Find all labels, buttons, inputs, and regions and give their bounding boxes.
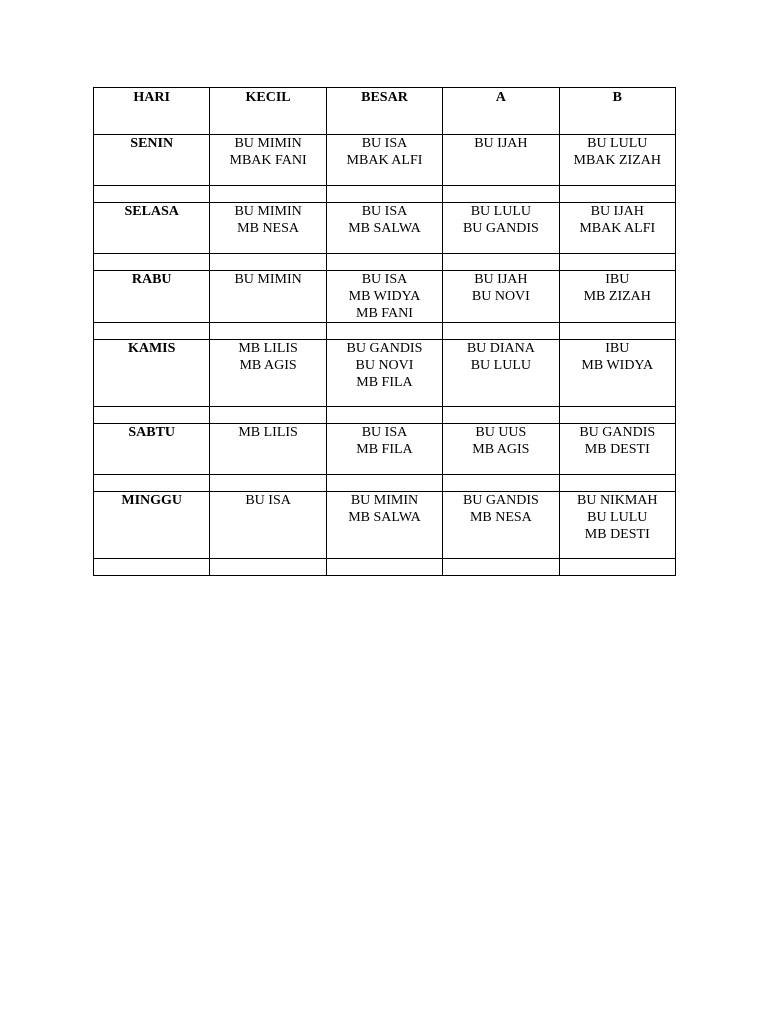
besar-cell [326,203,442,254]
empty-cell [210,559,326,576]
staff-name: MBAK ALFI [346,153,423,168]
empty-cell [210,475,326,492]
kecil-cell [210,424,326,475]
staff-name: BU NIKMAH [577,493,658,508]
empty-cell [559,323,675,340]
empty-cell [326,407,442,424]
staff-name: MB DESTI [584,442,650,457]
empty-cell [210,323,326,340]
spacer-row [94,407,676,424]
empty-cell [94,559,210,576]
b-cell [559,135,675,186]
staff-name: BU IJAH [474,136,528,151]
staff-name: BU IJAH [474,272,528,287]
spacer-row [94,559,676,576]
empty-cell [559,475,675,492]
staff-name: MBAK FANI [229,153,307,168]
staff-name: BU GANDIS [346,341,423,356]
staff-name: BU UUS [475,425,527,440]
staff-name: BU LULU [587,510,648,525]
kecil-cell [210,203,326,254]
staff-name: BU ISA [361,204,408,219]
staff-name: MB FILA [356,442,413,457]
day-cell: SENIN [94,135,210,186]
staff-name: MB AGIS [472,442,530,457]
staff-name: MBAK ALFI [579,221,656,236]
staff-name: BU ISA [361,136,408,151]
table-row [94,424,676,475]
spacer-row [94,323,676,340]
empty-cell [94,407,210,424]
a-cell [443,492,559,559]
staff-name: BU NOVI [355,358,414,373]
table-row [94,271,676,323]
empty-cell [443,323,559,340]
header-a: A [443,88,559,135]
besar-cell [326,135,442,186]
besar-cell [326,492,442,559]
empty-cell [326,559,442,576]
day-cell: SELASA [94,203,210,254]
staff-name: MB SALWA [348,510,421,525]
kecil-cell [210,135,326,186]
empty-cell [94,475,210,492]
staff-name: MB DESTI [584,527,650,542]
besar-cell [326,271,442,323]
staff-name: MB NESA [237,221,300,236]
empty-cell [443,559,559,576]
staff-name: MB WIDYA [581,358,654,373]
a-cell [443,340,559,407]
a-cell [443,271,559,323]
empty-cell [443,407,559,424]
staff-name: MB ZIZAH [583,289,651,304]
staff-name: BU NOVI [471,289,530,304]
schedule-table [93,87,676,576]
staff-name: BU DIANA [466,341,535,356]
header-row [94,88,676,135]
header-hari: HARI [94,88,210,135]
staff-name: BU ISA [361,272,408,287]
day-cell: KAMIS [94,340,210,407]
staff-name: BU MIMIN [234,136,302,151]
staff-name: MB LILIS [238,425,298,440]
staff-name: MB WIDYA [348,289,421,304]
empty-cell [326,475,442,492]
spacer-row [94,186,676,203]
staff-name: BU ISA [245,493,291,508]
staff-name: BU GANDIS [579,425,656,440]
empty-cell [94,323,210,340]
empty-cell [94,186,210,203]
besar-cell [326,424,442,475]
a-cell [443,135,559,186]
staff-name: BU GANDIS [462,221,539,236]
staff-name: BU MIMIN [234,204,302,219]
staff-name: BU LULU [470,204,531,219]
staff-name: MB SALWA [348,221,421,236]
table-row [94,135,676,186]
staff-name: MB FILA [356,375,413,390]
staff-name: MB FANI [356,306,413,321]
spacer-row [94,475,676,492]
day-cell: RABU [94,271,210,323]
staff-name: MBAK ZIZAH [573,153,661,168]
b-cell [559,271,675,323]
header-besar: BESAR [326,88,442,135]
empty-cell [559,559,675,576]
staff-name: BU ISA [361,425,408,440]
empty-cell [559,254,675,271]
header-kecil: KECIL [210,88,326,135]
staff-name: BU IJAH [590,204,644,219]
b-cell [559,203,675,254]
staff-name: MB LILIS [238,341,298,356]
day-cell: MINGGU [94,492,210,559]
empty-cell [443,254,559,271]
empty-cell [443,475,559,492]
staff-name: BU LULU [470,358,531,373]
empty-cell [326,254,442,271]
header-b: B [559,88,675,135]
staff-name: IBU [605,272,630,287]
staff-name: BU GANDIS [462,493,539,508]
a-cell [443,424,559,475]
empty-cell [210,407,326,424]
empty-cell [94,254,210,271]
table-row [94,492,676,559]
table-row [94,203,676,254]
day-cell: SABTU [94,424,210,475]
empty-cell [326,323,442,340]
kecil-cell [210,340,326,407]
b-cell [559,340,675,407]
b-cell [559,424,675,475]
staff-name: BU MIMIN [234,272,302,287]
kecil-cell [210,271,326,323]
staff-name: BU LULU [587,136,648,151]
spacer-row [94,254,676,271]
table-row [94,340,676,407]
a-cell [443,203,559,254]
besar-cell [326,340,442,407]
empty-cell [210,254,326,271]
empty-cell [559,407,675,424]
staff-name: BU MIMIN [350,493,419,508]
empty-cell [326,186,442,203]
staff-name: MB AGIS [239,358,297,373]
empty-cell [210,186,326,203]
b-cell [559,492,675,559]
staff-name: IBU [605,341,630,356]
staff-name: MB NESA [469,510,532,525]
kecil-cell [210,492,326,559]
empty-cell [443,186,559,203]
empty-cell [559,186,675,203]
